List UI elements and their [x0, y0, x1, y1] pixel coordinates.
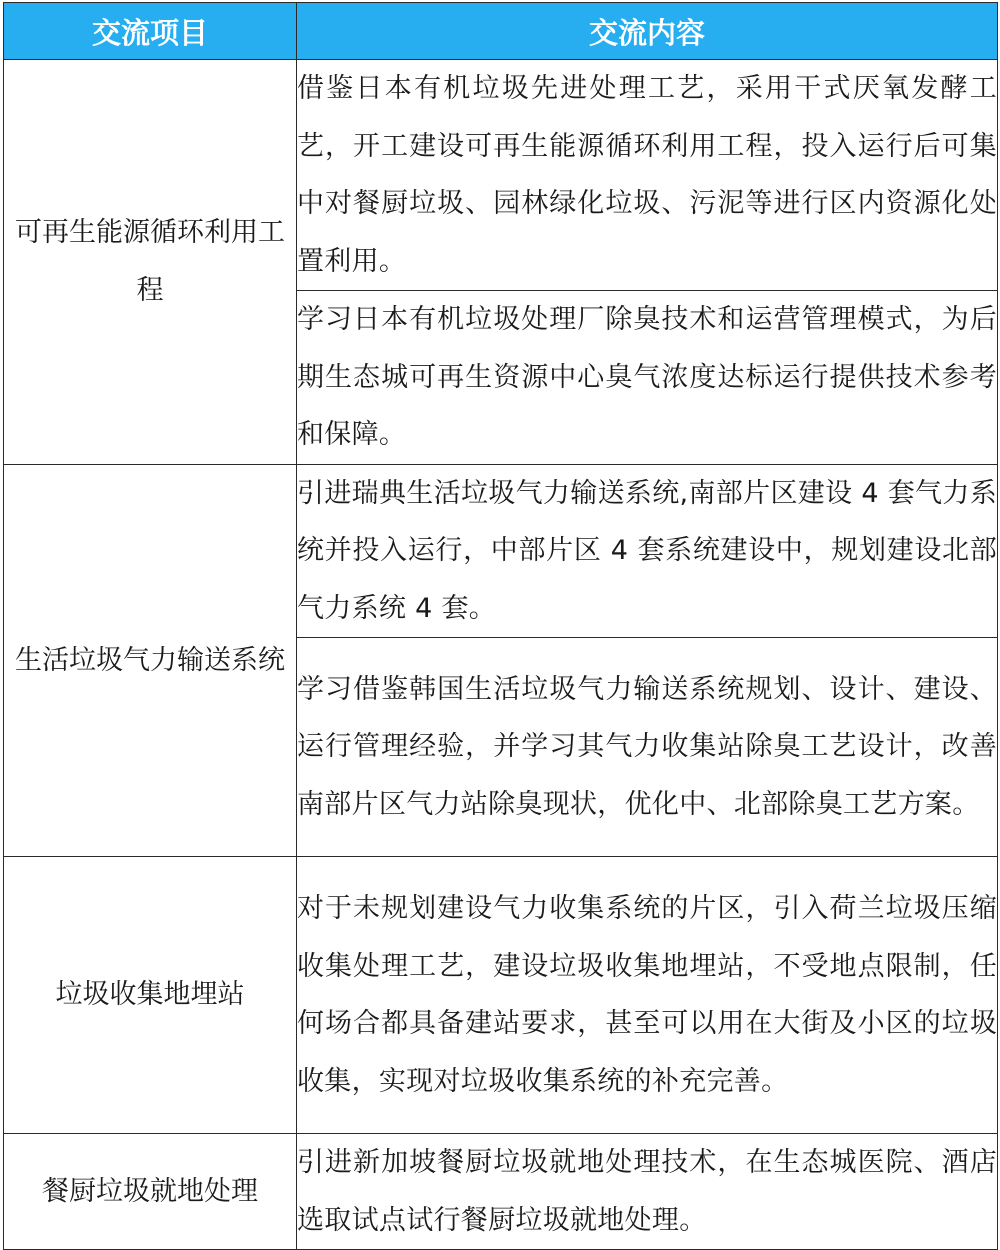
- content-cell: 对于未规划建设气力收集系统的片区，引入荷兰垃圾压缩收集处理工艺，建设垃圾收集地埋站，不受地点限制，任何场合都具备建站要求，甚至可以用在大街及小区的垃圾收集，实现对垃圾收集系统的补充完善。: [297, 857, 998, 1134]
- table-row: [4, 464, 998, 638]
- exchange-table: [3, 2, 998, 1250]
- header-content: 交流内容: [297, 3, 998, 60]
- item-cell: 餐厨垃圾就地处理: [4, 1134, 297, 1250]
- content-cell: 学习日本有机垃圾处理厂除臭技术和运营管理模式，为后期生态城可再生资源中心臭气浓度达标运行提供技术参考和保障。: [297, 291, 998, 465]
- table-row: [4, 857, 998, 1134]
- item-cell: 可再生能源循环利用工程: [4, 60, 297, 465]
- table-row: [4, 60, 998, 291]
- content-cell: 引进瑞典生活垃圾气力输送系统,南部片区建设 4 套气力系统并投入运行，中部片区 4 套系统建设中，规划建设北部气力系统 4 套。: [297, 464, 998, 638]
- content-cell: 引进新加坡餐厨垃圾就地处理技术，在生态城医院、酒店选取试点试行餐厨垃圾就地处理。: [297, 1134, 998, 1250]
- content-cell: 借鉴日本有机垃圾先进处理工艺，采用干式厌氧发酵工艺，开工建设可再生能源循环利用工程，投入运行后可集中对餐厨垃圾、园林绿化垃圾、污泥等进行区内资源化处置利用。: [297, 60, 998, 291]
- item-cell: 生活垃圾气力输送系统: [4, 464, 297, 857]
- content-cell: 学习借鉴韩国生活垃圾气力输送系统规划、设计、建设、运行管理经验，并学习其气力收集站除臭工艺设计，改善南部片区气力站除臭现状，优化中、北部除臭工艺方案。: [297, 638, 998, 857]
- header-item: 交流项目: [4, 3, 297, 60]
- header-row: [4, 3, 998, 60]
- table-row: [4, 1134, 998, 1250]
- item-cell: 垃圾收集地埋站: [4, 857, 297, 1134]
